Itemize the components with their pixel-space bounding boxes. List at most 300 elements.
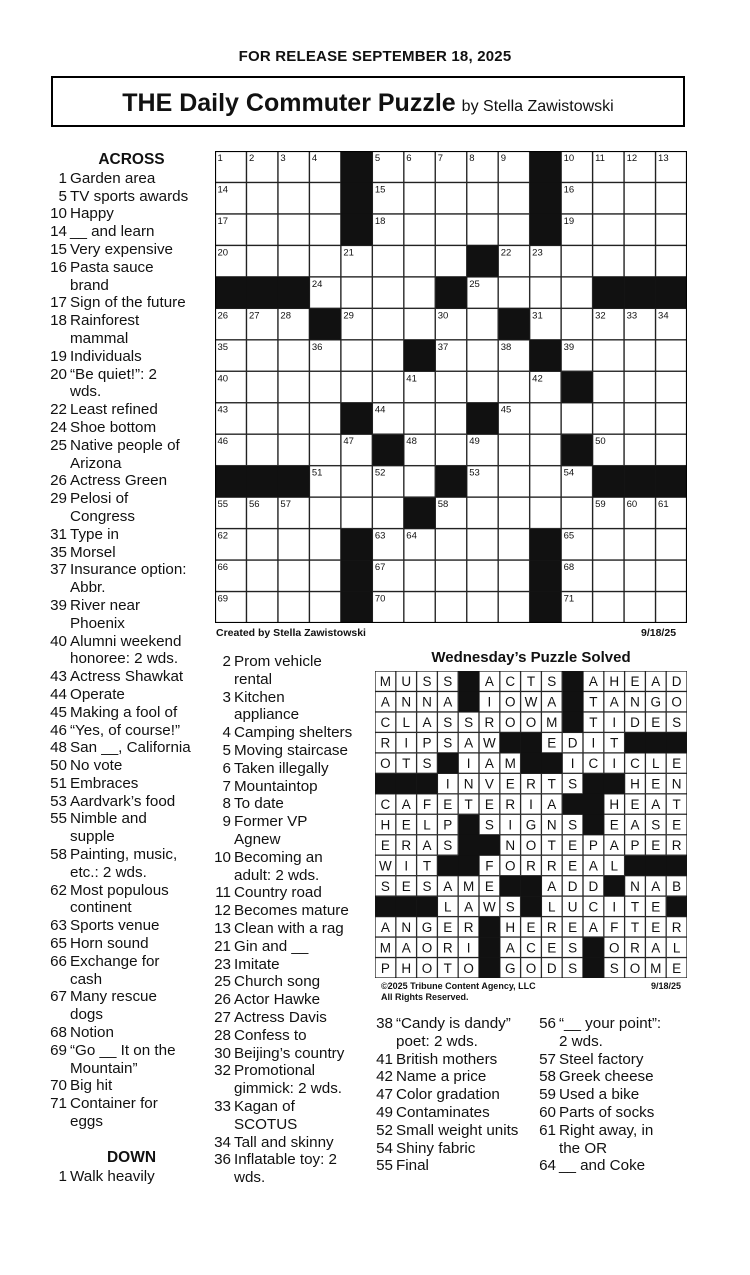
clue-text: Embraces	[70, 774, 139, 792]
black-square	[467, 245, 499, 277]
grid-cell	[656, 246, 687, 277]
clue-number: 30	[214, 1044, 231, 1062]
clue-text: Shoe bottom	[70, 418, 157, 436]
grid-cell	[499, 435, 530, 466]
grid-cell	[530, 497, 561, 528]
clue-number: 5	[222, 741, 231, 759]
grid-cell	[467, 214, 498, 245]
solution-letter: E	[651, 899, 661, 915]
cell-number: 51	[311, 467, 323, 479]
solution-black-square	[500, 876, 521, 897]
solution-letter: A	[651, 674, 661, 690]
cell-number: 59	[595, 499, 606, 511]
clue-number: 14	[50, 223, 67, 241]
clue-15	[49, 241, 214, 259]
grid-cell	[624, 372, 655, 403]
cell-number: 54	[563, 467, 575, 479]
grid-cell	[499, 466, 530, 497]
clue-number: 10	[50, 205, 67, 223]
clue-12	[213, 902, 373, 920]
solution-black-square	[479, 835, 500, 856]
solution-letter: H	[609, 797, 620, 813]
solution-letter: T	[526, 674, 536, 690]
black-square	[530, 340, 562, 372]
solution-letter: S	[422, 674, 432, 690]
solution-letter: H	[505, 919, 516, 935]
grid-cell	[247, 435, 278, 466]
grid-cell	[436, 435, 467, 466]
solution-letter: R	[546, 858, 557, 874]
grid-cell	[624, 340, 655, 371]
clue-text: Final	[396, 1157, 429, 1175]
clue-text: Actress Shawkat	[70, 668, 184, 686]
black-square	[246, 466, 278, 498]
solution-letter: O	[671, 694, 682, 710]
solution-letter: R	[442, 940, 453, 956]
clue-text: Shiny fabric	[396, 1139, 476, 1157]
clue-25	[49, 437, 214, 473]
solution-letter: D	[630, 715, 640, 731]
black-square	[530, 151, 562, 183]
clue-number: 62	[50, 881, 67, 899]
clue-55	[375, 1157, 540, 1175]
grid-cell	[436, 246, 467, 277]
solution-letter: N	[630, 878, 640, 894]
grid-cell	[499, 214, 530, 245]
solution-letter: M	[504, 756, 516, 772]
clue-13	[213, 920, 373, 938]
clue-number: 61	[539, 1121, 556, 1139]
grid-cell	[436, 372, 467, 403]
clue-number: 12	[214, 902, 231, 920]
solution-letter: D	[671, 674, 682, 690]
solution-letter: S	[464, 715, 474, 731]
cell-number: 11	[595, 153, 605, 164]
solution-black-square	[417, 773, 438, 794]
solution-letter: I	[445, 776, 450, 792]
clue-number: 5	[58, 187, 67, 205]
release-date: FOR RELEASE SEPTEMBER 18, 2025	[238, 48, 512, 65]
black-square	[561, 434, 593, 466]
clue-number: 64	[539, 1157, 556, 1175]
solution-letter: U	[567, 899, 578, 915]
grid-cell	[404, 309, 435, 340]
clue-text: Right away, in the OR	[559, 1121, 654, 1157]
clue-text: Garden area	[70, 169, 156, 187]
solution-letter: C	[588, 756, 599, 772]
solution-letter: L	[402, 715, 410, 731]
cell-number: 14	[217, 184, 229, 196]
grid-cell	[278, 340, 309, 371]
solution-letter: P	[588, 837, 598, 853]
clue-63	[49, 917, 214, 935]
grid-cell	[436, 403, 467, 434]
clue-29	[49, 490, 214, 526]
grid-cell	[310, 529, 341, 560]
down-clue-list-4	[538, 1015, 688, 1175]
clue-text: Sports venue	[70, 917, 160, 935]
title-box	[51, 76, 685, 127]
clue-text: TV sports awards	[70, 187, 189, 205]
solution-letter: E	[651, 919, 661, 935]
clue-6	[213, 760, 373, 778]
solution-letter: E	[630, 674, 640, 690]
clue-text: Parts of socks	[559, 1103, 655, 1121]
grid-cell	[561, 403, 592, 434]
cell-number: 21	[343, 247, 354, 259]
clue-number: 10	[214, 848, 231, 866]
grid-cell	[656, 372, 687, 403]
clue-text: Former VP Agnew	[234, 813, 308, 848]
clue-text: Actress Davis	[234, 1008, 327, 1026]
clue-number: 55	[50, 810, 67, 828]
grid-cell	[436, 560, 467, 591]
solution-black-square	[521, 876, 542, 897]
solution-letter: N	[463, 776, 474, 792]
clue-26	[213, 991, 373, 1009]
solution-letter: T	[630, 919, 640, 935]
across-clue-list	[49, 170, 214, 1131]
clue-text: Least refined	[70, 401, 158, 419]
grid-cell	[656, 183, 687, 214]
black-square	[404, 340, 436, 372]
clue-37	[49, 561, 214, 597]
cell-number: 70	[374, 593, 386, 605]
solution-letter: G	[421, 919, 433, 935]
solution-letter: A	[547, 694, 557, 710]
grid-cell	[624, 246, 655, 277]
black-square	[530, 182, 562, 214]
solution-letter: R	[526, 776, 536, 792]
clue-54	[375, 1140, 540, 1158]
clue-10	[49, 205, 214, 223]
cell-number: 60	[626, 499, 638, 511]
clue-number: 41	[376, 1050, 393, 1068]
clue-number: 36	[214, 1151, 231, 1169]
cell-number: 69	[217, 593, 229, 605]
solution-letter: N	[401, 694, 412, 710]
grid-cell	[404, 183, 435, 214]
solution-letter: H	[630, 776, 640, 792]
grid-cell	[656, 403, 687, 434]
clue-text: Alumni weekend honoree: 2 wds.	[70, 632, 182, 668]
solution-letter: E	[526, 919, 536, 935]
solution-letter: A	[484, 674, 494, 690]
clue-text: Walk heavily	[70, 1167, 155, 1185]
solution-letter: I	[466, 756, 471, 772]
clue-text: River near Phoenix	[70, 596, 141, 632]
clue-57	[538, 1051, 688, 1069]
clue-65	[49, 935, 214, 953]
solution-letter: C	[526, 940, 536, 956]
clue-10	[213, 849, 373, 885]
clue-text: Promotional gimmick: 2 wds.	[234, 1062, 343, 1098]
clue-text: Native people of Arizona	[70, 436, 180, 472]
cell-number: 40	[217, 373, 229, 385]
cell-number: 3	[280, 153, 286, 164]
clue-16	[49, 259, 214, 295]
clue-48	[49, 739, 214, 757]
grid-cell	[624, 592, 655, 623]
down-clue-list-2	[213, 653, 373, 1187]
black-square	[624, 466, 656, 498]
solution-letter: E	[547, 735, 557, 751]
cell-number: 43	[217, 404, 229, 416]
clue-number: 26	[214, 991, 231, 1009]
solution-letter: O	[629, 960, 641, 976]
clue-number: 27	[214, 1008, 231, 1026]
solution-letter: O	[525, 715, 537, 731]
cell-number: 27	[248, 310, 260, 322]
clue-number: 1	[58, 169, 67, 187]
solution-black-square	[625, 855, 646, 876]
black-square	[341, 151, 373, 183]
clue-71	[49, 1095, 214, 1131]
solution-letter: T	[547, 837, 556, 853]
grid-cell	[499, 497, 530, 528]
grid-cell	[404, 560, 435, 591]
clue-3	[213, 689, 373, 725]
solution-black-square	[583, 773, 604, 794]
solution-letter: E	[401, 817, 411, 833]
grid-cell	[278, 372, 309, 403]
solution-black-square	[479, 937, 500, 958]
clue-text: Actor Hawke	[234, 991, 321, 1009]
cell-number: 31	[532, 310, 543, 322]
clue-number: 58	[50, 846, 67, 864]
solution-letter: A	[609, 694, 619, 710]
solution-letter: I	[612, 899, 617, 915]
grid-cell	[624, 403, 655, 434]
solution-letter: S	[422, 756, 432, 772]
clue-number: 3	[222, 688, 231, 706]
clue-number: 19	[50, 347, 67, 365]
solution-letter: E	[672, 817, 682, 833]
solution-letter: R	[484, 715, 495, 731]
grid-cell	[247, 183, 278, 214]
black-square	[341, 403, 373, 435]
cell-number: 65	[563, 530, 575, 542]
clue-45	[49, 704, 214, 722]
clue-7	[213, 778, 373, 796]
cell-number: 6	[406, 153, 412, 164]
solution-letter: S	[568, 776, 578, 792]
grid-cell	[499, 372, 530, 403]
clue-number: 45	[50, 703, 67, 721]
solution-letter: E	[672, 756, 682, 772]
solution-letter: L	[548, 899, 556, 915]
solution-black-square	[479, 958, 500, 978]
clue-text: Many rescue dogs	[70, 988, 157, 1024]
grid-cell	[656, 529, 687, 560]
grid-cell	[404, 246, 435, 277]
cell-number: 20	[217, 247, 229, 259]
grid-cell	[278, 403, 309, 434]
clue-27	[213, 1009, 373, 1027]
solution-black-square	[396, 773, 417, 794]
grid-cell	[341, 277, 372, 308]
clue-number: 24	[50, 418, 67, 436]
clue-text: Nimble and supple	[70, 810, 147, 846]
cell-number: 16	[563, 184, 575, 196]
solution-letter: S	[422, 878, 432, 894]
cell-number: 23	[532, 247, 543, 259]
cell-number: 49	[469, 436, 480, 448]
cell-number: 67	[374, 562, 386, 574]
clue-22	[49, 401, 214, 419]
grid-cell	[247, 592, 278, 623]
clue-text: To date	[234, 795, 284, 813]
grid-cell	[278, 435, 309, 466]
grid-cell	[499, 560, 530, 591]
solution-letter: N	[422, 694, 432, 710]
cell-number: 56	[248, 499, 260, 511]
cell-number: 2	[248, 153, 255, 164]
solution-black-square	[375, 773, 396, 794]
solution-black-square	[458, 835, 479, 856]
clue-20	[49, 366, 214, 402]
cell-number: 26	[217, 310, 229, 322]
solution-letter: E	[672, 960, 682, 976]
cell-number: 63	[374, 530, 386, 542]
cell-number: 29	[343, 310, 354, 322]
clue-14	[49, 223, 214, 241]
clue-text: Inflatable toy: 2 wds.	[234, 1151, 338, 1187]
grid-cell	[561, 277, 592, 308]
clue-17	[49, 294, 214, 312]
across-clues	[49, 151, 214, 1185]
solution-letter: R	[671, 919, 682, 935]
clue-68	[49, 1024, 214, 1042]
solution-letter: I	[612, 715, 617, 731]
black-square	[561, 371, 593, 403]
clue-53	[49, 793, 214, 811]
clue-number: 47	[376, 1086, 393, 1104]
solution-letter: S	[609, 960, 619, 976]
solution-letter: E	[443, 797, 453, 813]
solution-letter: A	[464, 735, 474, 751]
solution-letter: F	[422, 797, 432, 813]
solution-letter: G	[650, 694, 662, 710]
black-square	[435, 466, 467, 498]
solution-letter: A	[380, 919, 390, 935]
cell-number: 5	[374, 153, 381, 164]
clue-text: “Candy is dandy” poet: 2 wds.	[396, 1015, 511, 1050]
clue-21	[213, 938, 373, 956]
clue-text: No vote	[70, 757, 123, 775]
clue-50	[49, 757, 214, 775]
solution-letter: A	[630, 817, 640, 833]
grid-cell	[310, 372, 341, 403]
grid-cell	[593, 183, 624, 214]
solution-black-square	[666, 896, 687, 917]
solution-letter: T	[630, 899, 640, 915]
solution-letter: D	[588, 878, 599, 894]
solution-letter: I	[529, 797, 533, 813]
solution-letter: M	[379, 674, 392, 690]
clue-text: Aardvark’s food	[70, 792, 176, 810]
grid-cell	[624, 435, 655, 466]
clue-text: Color gradation	[396, 1086, 500, 1104]
solution-letter: M	[650, 960, 662, 976]
solution-letter: S	[380, 878, 390, 894]
grid-cell	[467, 372, 498, 403]
grid-cell	[436, 183, 467, 214]
grid-cell	[593, 372, 624, 403]
cell-number: 61	[658, 499, 669, 511]
cell-number: 34	[658, 310, 669, 322]
solution-letter: S	[547, 674, 557, 690]
grid-cell	[404, 214, 435, 245]
clue-text: Very expensive	[70, 240, 173, 258]
across-heading: ACROSS	[98, 151, 165, 168]
solution-black-square	[458, 855, 479, 876]
grid-cell	[341, 497, 372, 528]
cell-number: 15	[374, 184, 386, 196]
cell-number: 32	[595, 310, 606, 322]
clue-23	[213, 956, 373, 974]
clue-number: 65	[50, 935, 67, 953]
black-square	[341, 560, 373, 592]
clue-text: Notion	[70, 1024, 114, 1042]
clue-28	[213, 1027, 373, 1045]
solution-letter: W	[379, 858, 392, 874]
clue-51	[49, 775, 214, 793]
cell-number: 17	[217, 215, 229, 227]
cell-number: 48	[406, 436, 417, 448]
clue-number: 1	[58, 1167, 67, 1185]
clue-9	[213, 813, 373, 849]
grid-cell	[593, 246, 624, 277]
solution-letter: S	[484, 817, 494, 833]
solution-letter: L	[610, 858, 618, 874]
clue-text: Camping shelters	[234, 724, 353, 742]
clue-number: 25	[214, 973, 231, 991]
clue-text: “Go __ It on the Mountain”	[70, 1041, 176, 1077]
solution-black-square	[375, 896, 396, 917]
solution-black-square	[521, 732, 542, 753]
clue-number: 71	[50, 1095, 67, 1113]
clue-41	[375, 1051, 540, 1069]
clue-42	[375, 1068, 540, 1086]
solution-title: Wednesday’s Puzzle Solved	[431, 649, 631, 666]
cell-number: 64	[406, 530, 417, 542]
crossword-grid[interactable]	[215, 151, 687, 623]
grid-cell	[499, 529, 530, 560]
clue-62	[49, 882, 214, 918]
grid-cell	[310, 592, 341, 623]
clue-number: 46	[50, 721, 67, 739]
clue-number: 68	[50, 1024, 67, 1042]
solution-letter: T	[547, 776, 556, 792]
clue-69	[49, 1042, 214, 1078]
grid-cell	[499, 277, 530, 308]
solution-letter: E	[651, 837, 661, 853]
cell-number: 47	[343, 436, 354, 448]
cell-number: 13	[658, 153, 669, 164]
clue-number: 25	[50, 436, 67, 454]
clue-text: __ and Coke	[559, 1157, 646, 1175]
solution-letter: C	[380, 797, 391, 813]
clue-number: 54	[376, 1139, 393, 1157]
clue-49	[375, 1104, 540, 1122]
clue-text: Clean with a rag	[234, 919, 344, 937]
grid-cell	[278, 592, 309, 623]
solution-black-square	[417, 896, 438, 917]
clue-number: 31	[50, 525, 67, 543]
solution-letter: A	[547, 797, 557, 813]
solution-black-square	[583, 794, 604, 815]
